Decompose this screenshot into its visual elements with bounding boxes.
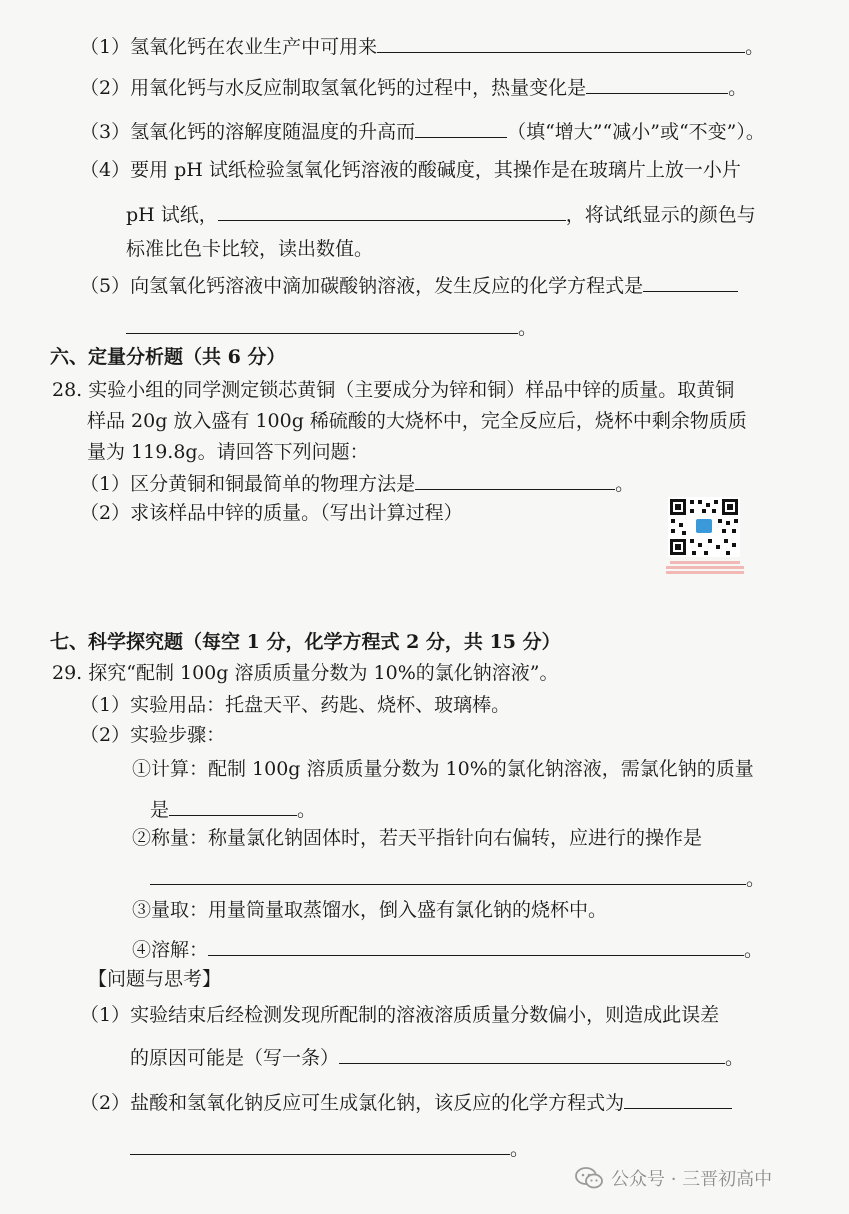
q28-stem-line2 — [87, 408, 747, 434]
step-weigh — [132, 825, 702, 851]
q27-part1 — [80, 32, 764, 60]
think-part1 — [80, 1002, 719, 1028]
period: 。 — [725, 1047, 745, 1069]
q27-part3-text: （3）氢氧化钙的溶解度随温度的升高而 — [80, 121, 416, 143]
think-part1-prefix: 的原因可能是（写一条） — [130, 1047, 340, 1069]
q28-part1 — [80, 469, 634, 497]
answer-blank[interactable] — [415, 117, 507, 138]
step-calculate-cont — [150, 795, 316, 823]
q27-part5-text: （5）向氢氧化钙溶液中滴加碳酸钠溶液，发生反应的化学方程式是 — [80, 275, 644, 297]
answer-blank[interactable] — [126, 313, 518, 334]
q28-stem-text3: 量为 119.8g。请回答下列问题： — [87, 441, 369, 463]
q27-part5 — [80, 271, 738, 299]
q28-stem-line3 — [87, 439, 369, 465]
q29-part2-text: （2）实验步骤： — [80, 724, 226, 746]
q28-stem-text2: 样品 20g 放入盛有 100g 稀硫酸的大烧杯中，完全反应后，烧杯中剩余物质质 — [87, 410, 747, 432]
period: 。 — [746, 868, 766, 890]
think-part2-cont — [130, 1134, 529, 1162]
think-part2-text: （2）盐酸和氢氧化钠反应可生成氯化钠，该反应的化学方程式为 — [80, 1092, 625, 1114]
answer-blank[interactable] — [415, 469, 615, 490]
step-weigh-cont — [150, 864, 765, 892]
step-measure-text: ③量取：用量筒量取蒸馏水，倒入盛有氯化钠的烧杯中。 — [132, 899, 608, 921]
answer-blank[interactable] — [130, 1134, 510, 1155]
step-measure — [132, 897, 607, 923]
period: 。 — [744, 939, 764, 961]
think-part2 — [80, 1088, 732, 1116]
qr-caption — [664, 561, 746, 574]
think-part1-cont — [130, 1043, 744, 1071]
q29-part1 — [80, 692, 510, 718]
period: 。 — [745, 36, 765, 58]
answer-blank[interactable] — [624, 1088, 732, 1109]
q27-part1-text: （1）氢氧化钙在农业生产中可用来 — [80, 36, 378, 58]
q28-stem-line1 — [52, 377, 734, 403]
q29-part1-text: （1）实验用品：托盘天平、药匙、烧杯、玻璃棒。 — [80, 694, 511, 716]
answer-blank[interactable] — [218, 200, 566, 221]
q28-part2 — [80, 500, 463, 526]
step-weigh-text: ②称量：称量氯化钠固体时，若天平指针向右偏转，应进行的操作是 — [132, 827, 703, 849]
qr-code-icon[interactable] — [668, 497, 740, 557]
step-dissolve — [132, 935, 763, 963]
q27-part4-text: （4）要用 pH 试纸检验氢氧化钙溶液的酸碱度，其操作是在玻璃片上放一小片 — [80, 159, 741, 181]
step-calculate — [132, 756, 754, 782]
q27-part5-cont — [126, 313, 537, 341]
wechat-icon — [575, 1167, 603, 1189]
answer-blank[interactable] — [339, 1043, 725, 1064]
period: 。 — [510, 1138, 530, 1160]
q27-part3 — [80, 117, 765, 145]
period: 。 — [297, 799, 317, 821]
step-dissolve-text: ④溶解： — [132, 939, 209, 961]
q29-part2 — [80, 722, 225, 748]
think-title: 【问题与思考】 — [88, 968, 222, 990]
answer-blank[interactable] — [169, 795, 297, 816]
answer-blank[interactable] — [377, 32, 745, 53]
q29-stem-text: 29. 探究“配制 100g 溶质质量分数为 10%的氯化钠溶液”。 — [52, 662, 559, 684]
step-calculate-text: ①计算：配制 100g 溶质质量分数为 10%的氯化钠溶液，需氯化钠的质量 — [132, 758, 754, 780]
q27-part4-end — [126, 236, 373, 262]
period: 。 — [728, 77, 748, 99]
period: 。 — [518, 317, 538, 339]
answer-blank[interactable] — [586, 73, 728, 94]
think-part1-text: （1）实验结束后经检测发现所配制的溶液溶质质量分数偏小，则造成此误差 — [80, 1004, 720, 1026]
answer-blank[interactable] — [150, 864, 746, 885]
step-calculate-prefix: 是 — [150, 799, 170, 821]
q27-part3-hint: （填“增大”“减小”或“不变”）。 — [507, 121, 765, 143]
watermark — [575, 1165, 772, 1191]
q28-part2-text: （2）求该样品中锌的质量。（写出计算过程） — [80, 502, 463, 524]
q28-stem-text1: 28. 实验小组的同学测定锁芯黄铜（主要成分为锌和铜）样品中锌的质量。取黄铜 — [52, 379, 735, 401]
q29-stem — [52, 660, 558, 686]
period: 。 — [615, 473, 635, 495]
q28-part1-text: （1）区分黄铜和铜最简单的物理方法是 — [80, 473, 416, 495]
think-heading — [88, 966, 221, 992]
section-6-title: 六、定量分析题（共 6 分） — [50, 346, 286, 368]
section-6-heading — [50, 344, 285, 370]
section-7-heading — [50, 629, 561, 655]
q27-part4-cont — [126, 200, 756, 228]
q27-part4-suffix: ，将试纸显示的颜色与 — [565, 204, 756, 226]
q27-part4 — [80, 157, 741, 183]
q27-part4-prefix: pH 试纸， — [126, 204, 218, 226]
section-7-title: 七、科学探究题（每空 1 分，化学方程式 2 分，共 15 分） — [50, 631, 561, 653]
q27-part2 — [80, 73, 747, 101]
q27-part4-end-text: 标准比色卡比较，读出数值。 — [126, 238, 374, 260]
answer-blank[interactable] — [208, 935, 744, 956]
q27-part2-text: （2）用氧化钙与水反应制取氢氧化钙的过程中，热量变化是 — [80, 77, 587, 99]
watermark-text: 公众号 · 三晋初高中 — [611, 1169, 773, 1190]
answer-blank[interactable] — [643, 271, 738, 292]
